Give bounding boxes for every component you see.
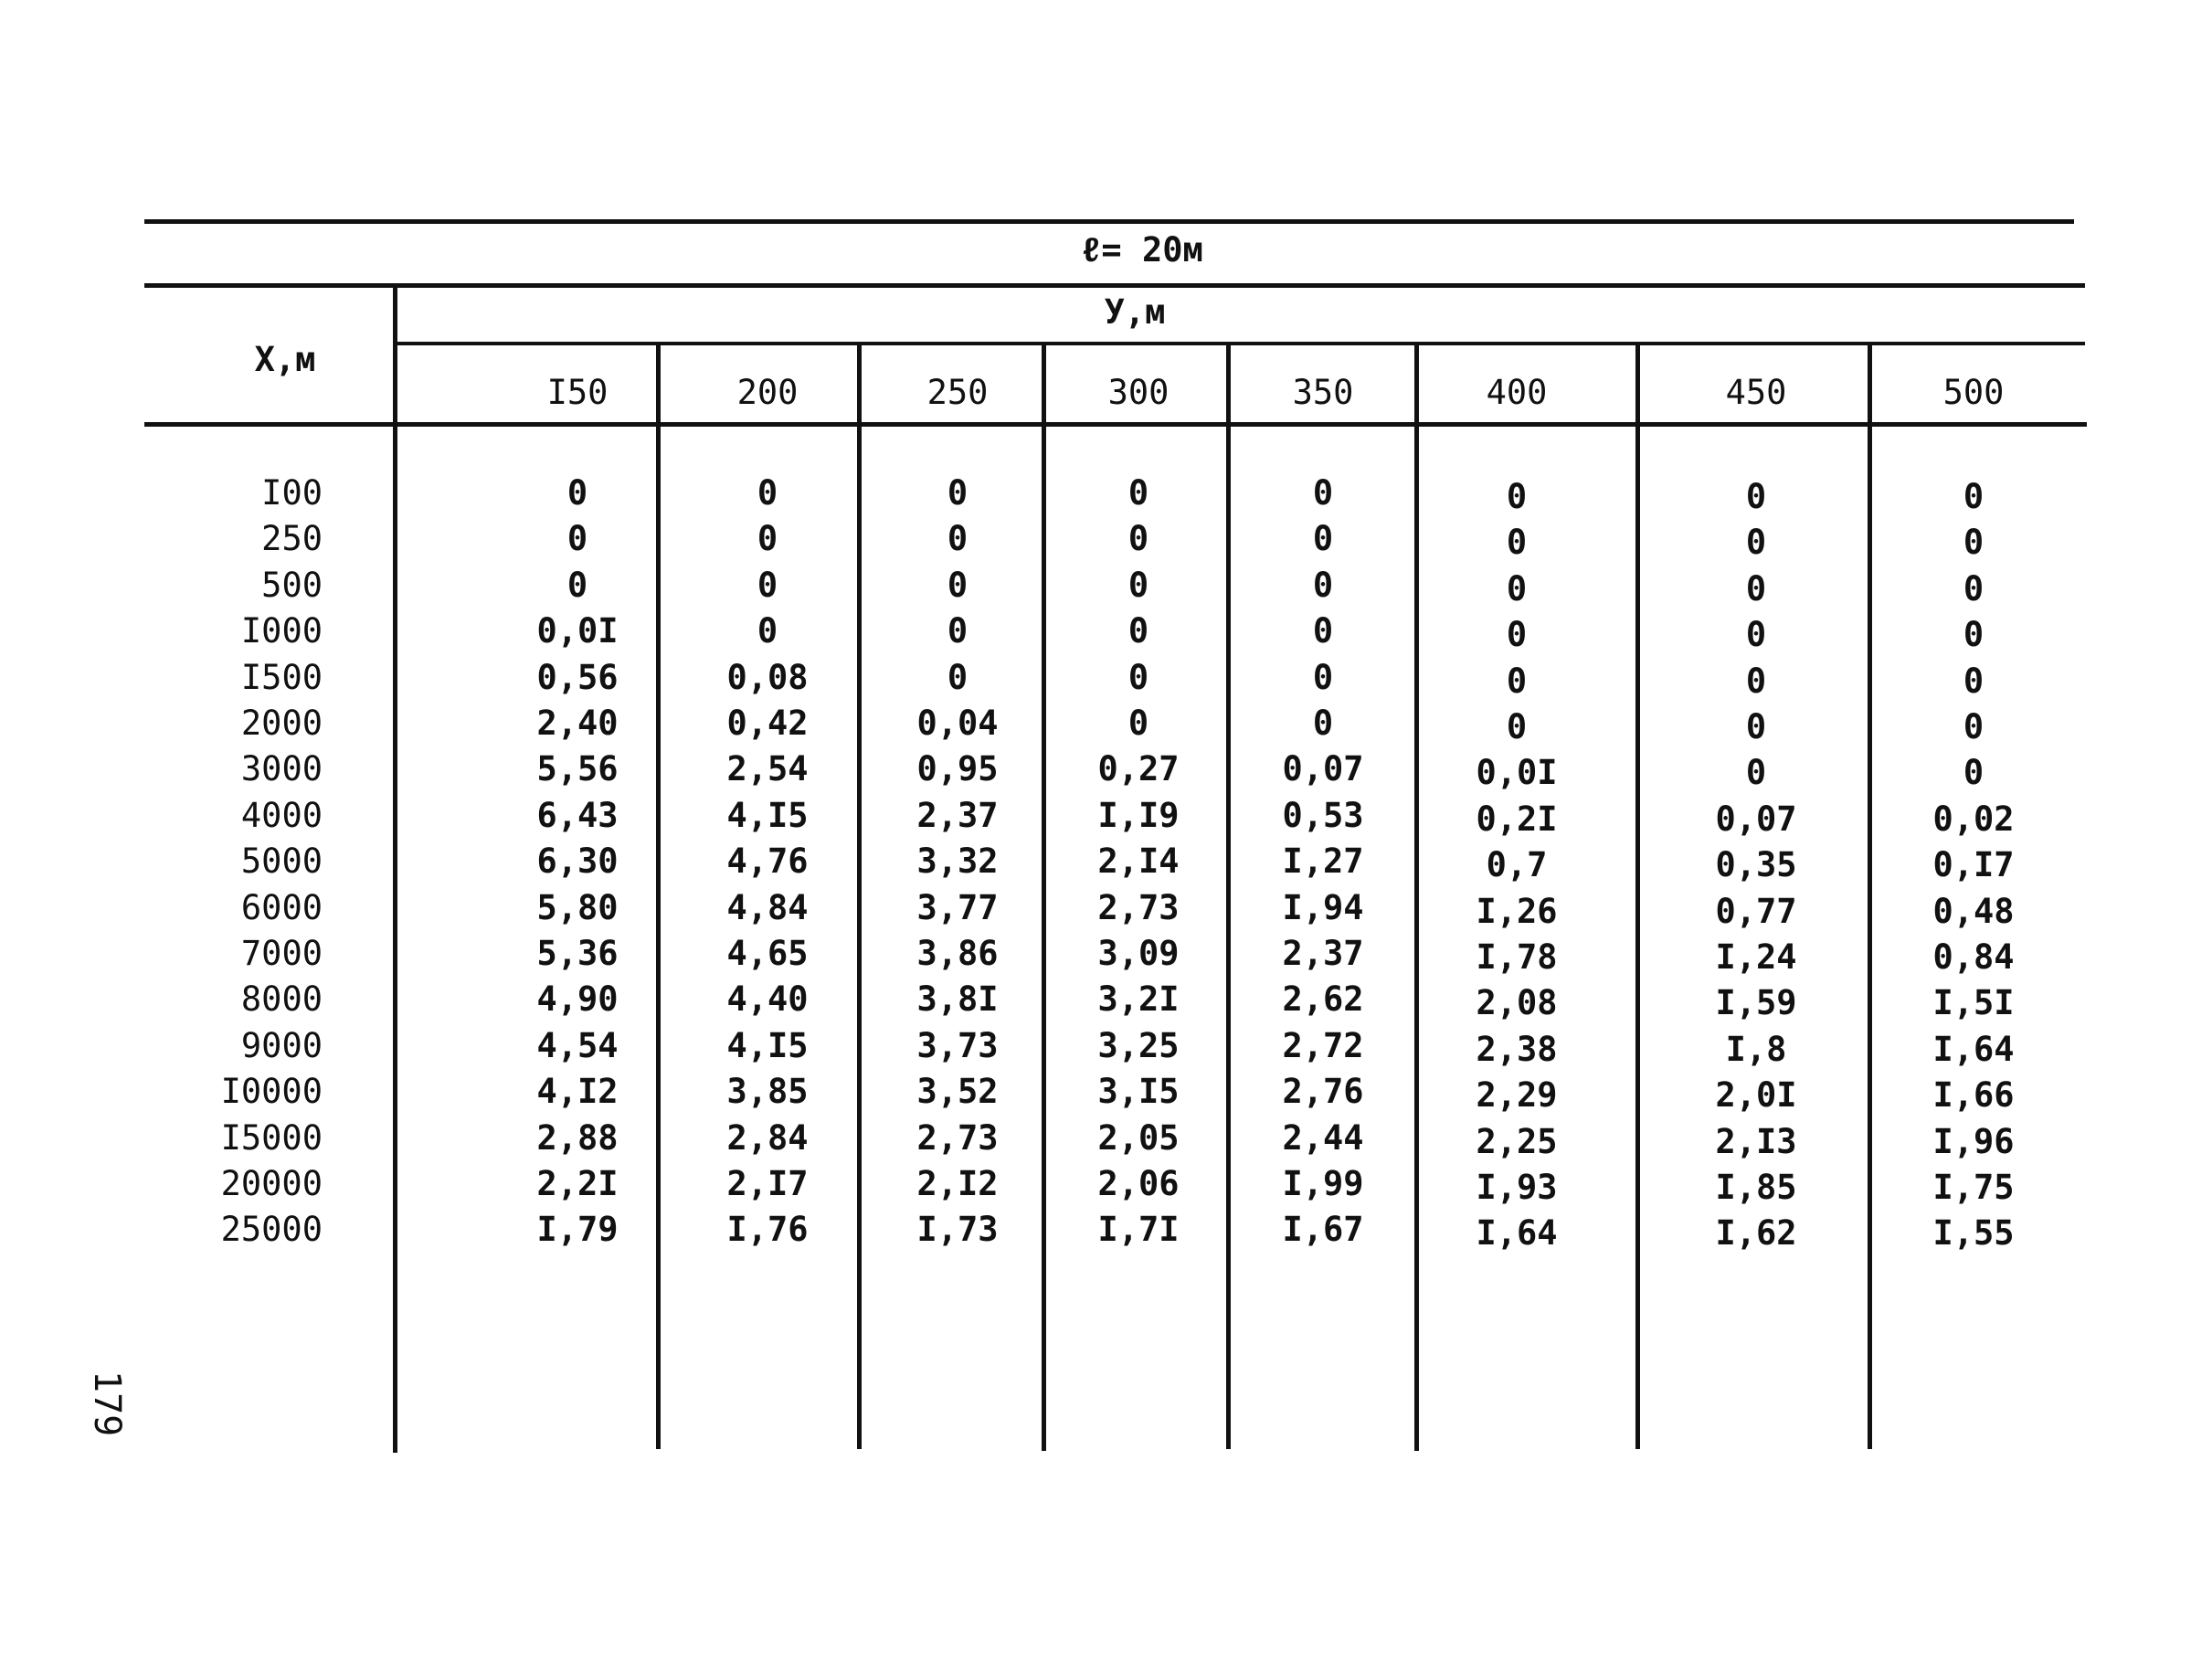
table-cell: 0	[757, 611, 778, 651]
table-cell: 0	[1312, 657, 1334, 697]
header-bottom-rule	[144, 422, 2087, 427]
table-cell: 0	[757, 565, 778, 605]
table-cell: 0	[1312, 704, 1334, 743]
table-cell: I,27	[1282, 841, 1364, 882]
table-cell: I,96	[1932, 1121, 2015, 1161]
table-cell: I,59	[1715, 983, 1797, 1023]
table-cell: I,64	[1932, 1029, 2015, 1069]
table-cell: 2,08	[1476, 983, 1558, 1023]
table-cell: 4,90	[536, 979, 619, 1020]
table-cell: I,26	[1476, 891, 1558, 931]
table-cell: 3,2I	[1097, 979, 1180, 1020]
table-cell: 4,I5	[726, 1025, 809, 1065]
table-cell: 0,56	[536, 657, 619, 697]
table-cell: 2,29	[1476, 1075, 1558, 1116]
row-label: 6000	[240, 887, 323, 927]
table-cell: 0	[1312, 519, 1334, 559]
row-label: 5000	[240, 841, 323, 882]
column-header: 500	[1942, 373, 2005, 412]
table-cell: 0,84	[1932, 937, 2015, 977]
row-label: 9000	[240, 1025, 323, 1065]
table-cell: 0,95	[916, 749, 999, 789]
table-cell: 2,54	[726, 749, 809, 789]
table-cell: 2,I7	[726, 1164, 809, 1203]
title-rule	[144, 283, 2085, 288]
table-cell: I,62	[1715, 1213, 1797, 1254]
table-cell: 3,I5	[1097, 1072, 1180, 1112]
table-cell: 0	[1506, 661, 1528, 701]
table-cell: 2,88	[536, 1117, 619, 1158]
table-cell: 2,44	[1282, 1117, 1364, 1158]
table-cell: 0,2I	[1476, 799, 1558, 839]
table-cell: 3,52	[916, 1072, 999, 1112]
table-cell: 3,25	[1097, 1025, 1180, 1065]
table-cell: 4,I2	[536, 1072, 619, 1112]
table-cell: 0,0I	[1476, 753, 1558, 793]
table-cell: 0,04	[916, 704, 999, 743]
table-cell: I,73	[916, 1210, 999, 1250]
table-cell: 4,76	[726, 841, 809, 882]
table-cell: I,79	[536, 1210, 619, 1250]
column-divider	[1868, 344, 1872, 1449]
table-cell: 0	[1127, 704, 1149, 743]
table-cell: 0	[1745, 707, 1767, 746]
table-cell: 2,76	[1282, 1072, 1364, 1112]
table-cell: 2,38	[1476, 1029, 1558, 1069]
table-cell: 0	[1745, 661, 1767, 701]
column-divider	[1226, 344, 1231, 1449]
row-label: I0000	[220, 1072, 323, 1112]
table-cell: 0,42	[726, 704, 809, 743]
table-cell: I,75	[1932, 1168, 2015, 1207]
table-cell: 4,40	[726, 979, 809, 1020]
table-cell: I,76	[726, 1210, 809, 1250]
table-cell: 0	[1745, 568, 1767, 608]
table-cell: 2,62	[1282, 979, 1364, 1020]
table-cell: 2,0I	[1715, 1075, 1797, 1116]
table-cell: 2,73	[916, 1117, 999, 1158]
row-label: 4000	[240, 795, 323, 835]
table-cell: 0	[1963, 477, 1984, 516]
table-cell: 0	[947, 565, 968, 605]
table-cell: 2,I4	[1097, 841, 1180, 882]
table-cell: 0,48	[1932, 891, 2015, 931]
table-cell: 2,I2	[916, 1164, 999, 1203]
group-header-rule	[395, 342, 2085, 345]
table-cell: I,I9	[1097, 795, 1180, 835]
table-cell: 0	[1963, 661, 1984, 701]
column-divider	[857, 344, 862, 1449]
table-cell: 0,07	[1282, 749, 1364, 789]
table-cell: 2,72	[1282, 1025, 1364, 1065]
table-cell: 0	[1312, 473, 1334, 513]
table-title: ℓ= 20м	[1081, 230, 1203, 270]
table-cell: 3,09	[1097, 934, 1180, 973]
table-cell: 6,30	[536, 841, 619, 882]
column-header: I50	[546, 373, 609, 412]
column-group-header: У,м	[1104, 292, 1166, 332]
page-number: 179	[86, 1370, 128, 1437]
table-cell: I,55	[1932, 1213, 2015, 1254]
table-cell: 0	[1963, 615, 1984, 655]
table-cell: I,93	[1476, 1168, 1558, 1207]
row-label: I00	[261, 473, 323, 513]
top-rule	[144, 219, 2074, 224]
table-cell: 3,85	[726, 1072, 809, 1112]
table-cell: 5,56	[536, 749, 619, 789]
table-cell: 0,27	[1097, 749, 1180, 789]
row-label: 500	[261, 565, 323, 605]
table-cell: I,99	[1282, 1164, 1364, 1203]
table-cell: 0,7	[1486, 845, 1548, 885]
table-cell: 3,73	[916, 1025, 999, 1065]
table-cell: 0	[1745, 753, 1767, 793]
table-cell: 0	[1312, 611, 1334, 651]
table-cell: 0	[1312, 565, 1334, 605]
table-cell: 2,73	[1097, 887, 1180, 927]
table-cell: 5,36	[536, 934, 619, 973]
column-header: 200	[736, 373, 799, 412]
table-cell: 3,77	[916, 887, 999, 927]
table-cell: 0	[1745, 523, 1767, 563]
table-cell: I,67	[1282, 1210, 1364, 1250]
table-cell: I,7I	[1097, 1210, 1180, 1250]
table-cell: 3,32	[916, 841, 999, 882]
column-header: 450	[1725, 373, 1787, 412]
table-cell: 0	[757, 519, 778, 559]
row-label: 20000	[220, 1164, 323, 1203]
table-cell: I,8	[1725, 1029, 1787, 1069]
table-cell: 3,86	[916, 934, 999, 973]
table-cell: 0	[757, 473, 778, 513]
column-header: 250	[926, 373, 989, 412]
table-cell: 0	[1506, 568, 1528, 608]
row-label: I500	[240, 657, 323, 697]
table-cell: 4,84	[726, 887, 809, 927]
table-cell: 0	[1127, 565, 1149, 605]
table-cell: 0	[1127, 519, 1149, 559]
table-cell: 0,77	[1715, 891, 1797, 931]
table-cell: 0	[1506, 615, 1528, 655]
table-cell: I,78	[1476, 937, 1558, 977]
table-cell: I,94	[1282, 887, 1364, 927]
row-label: 250	[261, 519, 323, 559]
table-cell: 0	[947, 657, 968, 697]
table-cell: 0	[947, 473, 968, 513]
table-cell: 0,I7	[1932, 845, 2015, 885]
table-cell: I,64	[1476, 1213, 1558, 1254]
table-cell: I,24	[1715, 937, 1797, 977]
table-cell: 0	[566, 519, 588, 559]
column-header: 300	[1107, 373, 1170, 412]
row-label: 25000	[220, 1210, 323, 1250]
table-cell: 0	[1963, 523, 1984, 563]
column-header: 350	[1292, 373, 1354, 412]
row-label: 3000	[240, 749, 323, 789]
table-cell: 5,80	[536, 887, 619, 927]
table-cell: 0	[1506, 523, 1528, 563]
table-cell: 0	[947, 611, 968, 651]
table-cell: 6,43	[536, 795, 619, 835]
table-cell: I,66	[1932, 1075, 2015, 1116]
table-cell: 0,53	[1282, 795, 1364, 835]
column-divider	[1042, 344, 1046, 1451]
table-cell: 4,54	[536, 1025, 619, 1065]
table-cell: 2,40	[536, 704, 619, 743]
table-cell: 0,35	[1715, 845, 1797, 885]
table-cell: 2,05	[1097, 1117, 1180, 1158]
table-cell: 0,08	[726, 657, 809, 697]
column-divider	[656, 344, 661, 1449]
table-cell: 0	[1745, 477, 1767, 516]
row-label: 7000	[240, 934, 323, 973]
table-cell: 4,I5	[726, 795, 809, 835]
table-cell: I,85	[1715, 1168, 1797, 1207]
table-cell: 0	[1506, 477, 1528, 516]
column-divider	[1635, 344, 1640, 1449]
table-cell: 4,65	[726, 934, 809, 973]
table-cell: 0	[1963, 707, 1984, 746]
table-cell: 0	[947, 519, 968, 559]
table-cell: 0,02	[1932, 799, 2015, 839]
table-cell: 2,37	[1282, 934, 1364, 973]
table-cell: 0	[1963, 568, 1984, 608]
table-cell: 0	[1127, 473, 1149, 513]
table-cell: 2,37	[916, 795, 999, 835]
table-cell: 2,2I	[536, 1164, 619, 1203]
row-label: I000	[240, 611, 323, 651]
table-cell: 2,I3	[1715, 1121, 1797, 1161]
column-header: 400	[1486, 373, 1548, 412]
column-divider	[1414, 344, 1419, 1451]
stub-column-divider	[393, 285, 397, 1453]
table-cell: 2,25	[1476, 1121, 1558, 1161]
table-cell: 3,8I	[916, 979, 999, 1020]
row-label: 2000	[240, 704, 323, 743]
table-cell: 0	[1127, 611, 1149, 651]
row-header: X,м	[254, 340, 316, 379]
table-cell: 0,07	[1715, 799, 1797, 839]
row-label: 8000	[240, 979, 323, 1020]
table-cell: 0	[1963, 753, 1984, 793]
row-label: I5000	[220, 1117, 323, 1158]
table-cell: 0,0I	[536, 611, 619, 651]
table-cell: 0	[566, 473, 588, 513]
table-cell: 2,84	[726, 1117, 809, 1158]
table-cell: 0	[1745, 615, 1767, 655]
table-cell: 2,06	[1097, 1164, 1180, 1203]
table-cell: 0	[566, 565, 588, 605]
table-cell: I,5I	[1932, 983, 2015, 1023]
table-cell: 0	[1127, 657, 1149, 697]
table-cell: 0	[1506, 707, 1528, 746]
